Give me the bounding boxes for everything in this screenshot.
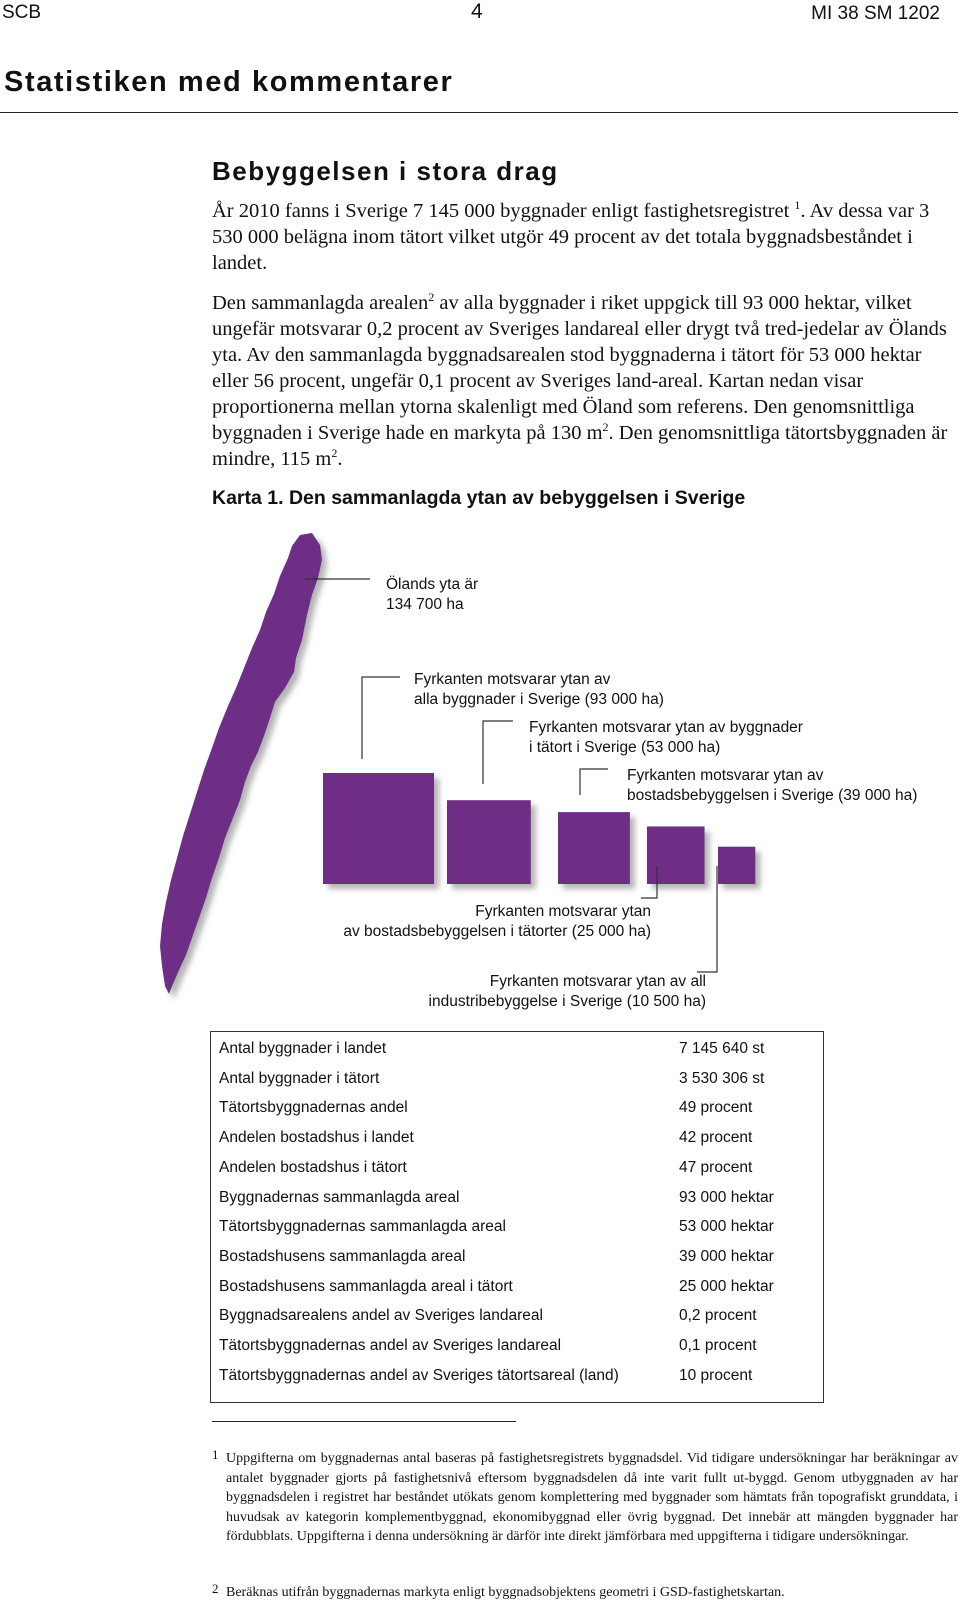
annotation-housing	[627, 766, 917, 806]
annotation-line: Fyrkanten motsvarar ytan av all	[489, 973, 706, 990]
footnote-text: Uppgifterna om byggnadernas antal baseras på fastighetsregistrets byggnadsdel. Vid tidigare undersökningar har beräkningar av antalet byggnader gjorts på fastighetsnivå eftersom byggnadsdelen då inte varit fullt ut-byggd. Genom utbyggnaden av har byggnadsdelen i registret har beståndet utökats genom komplettering med byggnader som hämtats från topografiskt grunddata, i huvudsak av kategorin komplementbyggnad, ekonomibyggnad eller övrig byggnad. Det innebär att mängden byggnader har fördubblats. Uppgifterna i denna undersökning är därför inte direkt jämförbara med uppgifterna i tidigare undersökningar.	[226, 1451, 958, 1544]
stat-value: 42 procent	[679, 1129, 753, 1147]
stat-value: 7 145 640 st	[679, 1040, 765, 1057]
stat-label: Andelen bostadshus i landet	[219, 1129, 414, 1147]
stat-label: Bostadshusens sammanlagda areal	[219, 1247, 466, 1265]
paragraph-1-text-b: . Av dessa var 3 530 000 belägna inom tätort vilket utgör 49 procent av det totala byggnadsbeståndet i landet.	[212, 200, 930, 274]
map-caption: Karta 1. Den sammanlagda ytan av bebyggelsen i Sverige	[212, 487, 746, 509]
paragraph-2-text-a: Den sammanlagda arealen	[212, 292, 429, 314]
table-row	[219, 1099, 819, 1128]
area-square-all	[323, 773, 434, 884]
footnote-1	[212, 1449, 958, 1547]
stat-label: Antal byggnader i tätort	[219, 1069, 380, 1087]
paragraph-1-text-a: År 2010 fanns i Sverige 7 145 000 byggnader enligt fastighetsregistret	[212, 200, 795, 222]
oland-label-line2: 134 700 ha	[386, 596, 464, 613]
paragraph-2	[212, 290, 952, 472]
paragraph-2-text-d: .	[337, 448, 343, 470]
table-row	[219, 1070, 819, 1099]
footnote-ref-1: 1	[794, 198, 801, 213]
stat-value: 49 procent	[679, 1099, 753, 1117]
stat-label: Tätortsbyggnadernas sammanlagda areal	[219, 1218, 506, 1236]
report-id: MI 38 SM 1202	[811, 3, 940, 24]
leader-all	[362, 677, 400, 759]
annotation-all-buildings	[414, 670, 664, 710]
leader-housing	[580, 769, 608, 795]
footnote-number: 2	[212, 1581, 219, 1596]
annotation-line: Fyrkanten motsvarar ytan av	[414, 671, 611, 688]
oland-label-line1: Ölands yta är	[386, 576, 479, 593]
table-row	[219, 1040, 819, 1069]
leader-urban	[483, 721, 513, 784]
area-square-housing	[558, 812, 630, 884]
stat-value: 10 procent	[679, 1366, 753, 1384]
annotation-urban-buildings	[529, 718, 803, 758]
oland-area-label	[386, 575, 478, 615]
table-row	[219, 1129, 819, 1158]
table-row	[219, 1278, 819, 1307]
stat-label: Tätortsbyggnadernas andel av Sveriges landareal	[219, 1337, 562, 1354]
stat-value: 25 000 hektar	[679, 1277, 774, 1295]
footnote-divider	[212, 1421, 516, 1422]
superscript-2b: 2	[331, 446, 338, 461]
stat-value: 0,2 procent	[679, 1307, 757, 1325]
footnote-ref-2: 2	[428, 290, 435, 305]
superscript-2a: 2	[602, 420, 609, 435]
area-square-industry	[718, 847, 755, 884]
annotation-line: Fyrkanten motsvarar ytan	[475, 903, 651, 920]
annotation-line: industribebyggelse i Sverige (10 500 ha)	[428, 993, 706, 1010]
annotation-line: Fyrkanten motsvarar ytan av byggnader	[529, 719, 803, 736]
stat-label: Byggnadernas sammanlagda areal	[219, 1188, 460, 1206]
table-row	[219, 1367, 819, 1396]
stat-label: Tätortsbyggnadernas andel	[219, 1099, 408, 1117]
page-number: 4	[471, 0, 483, 23]
stat-value: 0,1 procent	[679, 1337, 757, 1354]
annotation-line: Fyrkanten motsvarar ytan av	[627, 767, 824, 784]
annotation-line: av bostadsbebyggelsen i tätorter (25 000 ha)	[343, 923, 651, 940]
table-row	[219, 1307, 819, 1336]
page-title: Statistiken med kommentarer	[4, 66, 454, 98]
stat-value: 47 procent	[679, 1158, 753, 1176]
annotation-line: alla byggnader i Sverige (93 000 ha)	[414, 691, 664, 708]
annotation-housing-urban	[310, 902, 651, 942]
area-square-housing-urban	[647, 826, 705, 884]
statistics-table	[210, 1031, 824, 1403]
annotation-line: bostadsbebyggelsen i Sverige (39 000 ha)	[627, 787, 918, 804]
section-heading: Bebyggelsen i stora drag	[212, 156, 559, 186]
footnote-2	[212, 1583, 958, 1603]
stat-label: Andelen bostadshus i tätort	[219, 1158, 407, 1176]
stat-value: 93 000 hektar	[679, 1188, 774, 1206]
footnote-text: Beräknas utifrån byggnadernas markyta enligt byggnadsobjektens geometri i GSD-fastighetskartan.	[226, 1585, 785, 1600]
table-row	[219, 1218, 819, 1247]
table-row	[219, 1189, 819, 1218]
stat-value: 3 530 306 st	[679, 1069, 765, 1087]
header-org: SCB	[2, 2, 42, 23]
annotation-industry	[390, 972, 706, 1012]
oland-island-shape	[160, 533, 322, 994]
annotation-line: i tätort i Sverige (53 000 ha)	[529, 739, 721, 756]
title-divider	[0, 112, 958, 113]
stat-label: Bostadshusens sammanlagda areal i tätort	[219, 1277, 513, 1295]
table-row	[219, 1159, 819, 1188]
paragraph-1	[212, 198, 952, 276]
stat-label: Antal byggnader i landet	[219, 1040, 387, 1057]
stat-value: 39 000 hektar	[679, 1247, 774, 1265]
stat-label: Tätortsbyggnadernas andel av Sveriges tätortsareal (land)	[219, 1366, 619, 1384]
table-row	[219, 1337, 819, 1366]
area-square-urban	[447, 800, 531, 884]
table-row	[219, 1248, 819, 1277]
paragraph-2-text-b: av alla byggnader i riket uppgick till 93 000 hektar, vilket ungefär motsvarar 0,2 procent av Sveriges landareal eller drygt två tred-jedelar av Ölands yta. Av den sammanlagda byggnadsarealen stod byggnaderna i tätort för 53 000 hektar eller 56 procent, ungefär 0,1 procent av Sveriges land-areal. Kartan nedan visar proportionerna mellan ytorna skalenligt med Öland som referens. Den genomsnittliga byggnaden i Sverige hade en markyta på 130 m	[212, 292, 947, 444]
paragraph-2-text-c: . Den genomsnittliga tätortsbyggnaden är mindre, 115 m	[212, 422, 948, 470]
stat-value: 53 000 hektar	[679, 1218, 774, 1236]
stat-label: Byggnadsarealens andel av Sveriges landareal	[219, 1307, 543, 1325]
footnote-number: 1	[212, 1447, 219, 1462]
